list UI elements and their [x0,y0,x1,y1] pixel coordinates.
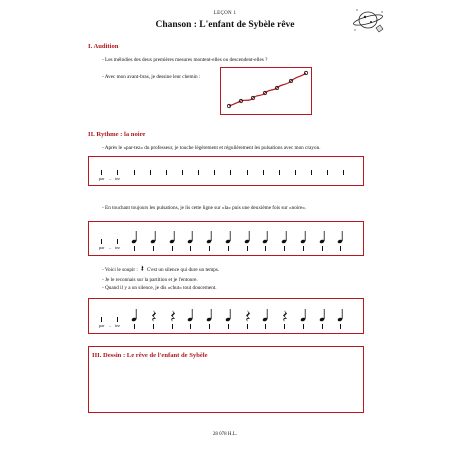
pulse-tick [322,246,323,251]
pulse-tick [340,246,341,251]
pulse-tick [190,324,191,329]
section-rhythm-title: II. Rythme : la noire [88,131,146,138]
pulse-tick [150,170,151,175]
quarter-rest-icon [169,308,177,327]
quarter-note-icon [187,230,195,249]
pulse-tick [311,170,312,175]
pulse-tick [117,170,118,175]
label-par: par [99,245,105,250]
quarter-note-icon [300,230,308,249]
quarter-note-icon [244,230,252,249]
pulse-tick [101,317,102,322]
pulse-tick [322,324,323,329]
rhythm-row-quarter-notes: par tez – [88,221,364,256]
pulse-tick [303,246,304,251]
quarter-note-icon [337,308,345,327]
pulse-tick [284,324,285,329]
pulse-tick [265,246,266,251]
quarter-note-icon [225,308,233,327]
pulse-tick [209,324,210,329]
pulse-tick [230,170,231,175]
rhythm-row-beats: par tez – [88,156,364,186]
instruction-pulses: - Après le «par-tez» du professeur, je touche légèrement et régulièrement les pulsations avec mon crayon. [102,145,321,151]
quarter-note-icon [206,230,214,249]
pulse-tick [247,170,248,175]
quarter-rest-icon [281,308,289,327]
pulse-tick [117,317,118,322]
rhythm-row-notes-rests: par tez – [88,298,364,334]
pulse-tick [101,170,102,175]
pulse-tick [340,324,341,329]
drawing-box [88,346,364,413]
pulse-tick [228,246,229,251]
soupir-icon: 𝄽 [141,264,144,273]
section-drawing-title: III. Dessin : Le rêve de l'enfant de Sybèle [92,352,208,359]
quarter-note-icon [337,230,345,249]
planet-rocket-icon [352,6,386,34]
pulse-tick [198,170,199,175]
pulse-tick [303,324,304,329]
pulse-tick [247,246,248,251]
quarter-note-icon [150,230,158,249]
melody-curve [221,68,311,114]
quarter-note-icon [206,308,214,327]
quarter-note-icon [187,308,195,327]
pulse-tick [284,246,285,251]
pulse-tick [247,324,248,329]
quarter-note-icon [319,230,327,249]
pulse-tick [265,324,266,329]
pulse-tick [134,246,135,251]
pulse-tick [172,246,173,251]
pulse-tick [134,170,135,175]
label-tez: tez [115,323,120,328]
quarter-note-icon [281,230,289,249]
pulse-tick [279,170,280,175]
pulse-tick [117,239,118,244]
quarter-note-icon [300,308,308,327]
pulse-tick [134,324,135,329]
pulse-tick [263,170,264,175]
instruction-chut: - Quand il y a un silence, je dis «chut» tout doucement. [102,285,217,291]
quarter-note-icon [131,230,139,249]
label-par: par [99,176,105,181]
section-audition-title: I. Audition [88,43,119,50]
pulse-tick [182,170,183,175]
label-tez: tez [115,245,120,250]
pulse-tick [153,324,154,329]
page-title: Chanson : L'enfant de Sybèle rêve [155,20,295,30]
pulse-tick [327,170,328,175]
lesson-label: LEÇON 1 [213,11,237,16]
quarter-rest-icon [150,308,158,327]
pulse-tick [153,246,154,251]
footer-code: 28 078 H.L. [212,432,238,437]
quarter-note-icon [319,308,327,327]
quarter-note-icon [225,230,233,249]
instruction-rest: - Voici le soupir : 𝄽 C'est un silence qui dure un temps. [102,264,220,273]
pulse-tick [209,246,210,251]
question-melodies: - Les mélodies des deux premières mesures montent-elles ou descendent-elles ? [102,57,268,63]
instruction-recognize: - Je le reconnais sur la partition et je l'entoure. [102,277,198,283]
quarter-note-icon [262,308,270,327]
instruction-read-line: - En touchant toujours les pulsations, je lis cette ligne sur «la» puis une deuxième fois sur «noire». [102,205,307,211]
pulse-tick [172,324,173,329]
label-par: par [99,323,105,328]
label-tez: tez [115,176,120,181]
quarter-note-icon [262,230,270,249]
pulse-tick [214,170,215,175]
pulse-tick [343,170,344,175]
pulse-tick [190,246,191,251]
quarter-note-icon [169,230,177,249]
quarter-note-icon [131,308,139,327]
pulse-tick [295,170,296,175]
melody-drawing-box [220,67,312,115]
quarter-rest-icon [244,308,252,327]
pulse-tick [166,170,167,175]
pulse-tick [228,324,229,329]
pulse-tick [101,239,102,244]
instruction-draw-path: - Avec mon avant-bras, je dessine leur chemin : [102,74,201,80]
